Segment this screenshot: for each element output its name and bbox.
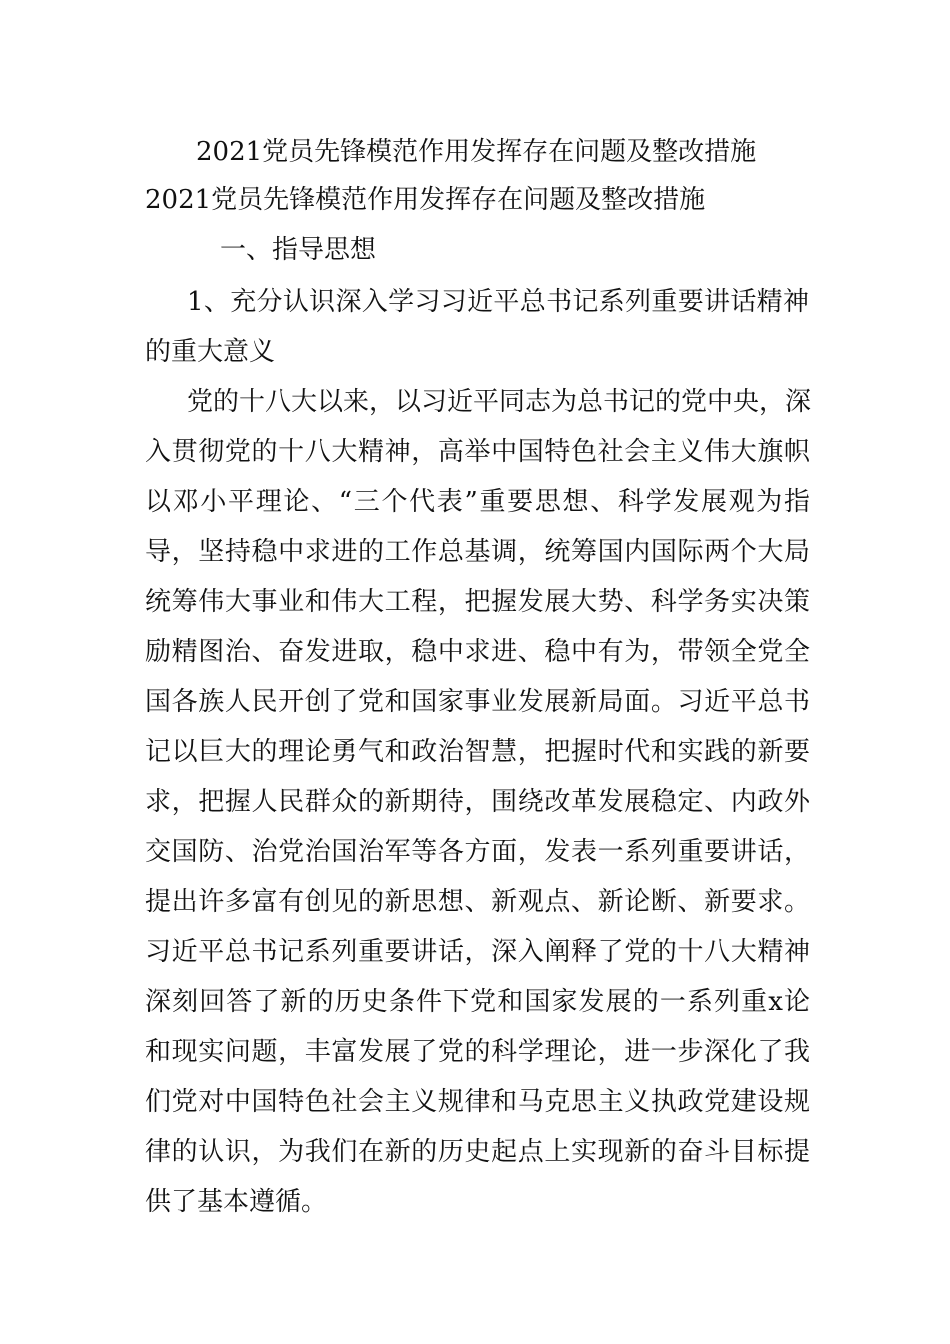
section-heading: 一、指导思想 [220,235,377,265]
document-title: 2021党员先锋模范作用发挥存在问题及整改措施 [196,137,757,167]
body-line: 们党对中国特色社会主义规律和马克思主义执政党建设规 [145,1087,810,1117]
body-line: 和现实问题，丰富发展了党的科学理论，进一步深化了我 [145,1037,810,1067]
subheading-line: 1、充分认识深入学习习近平总书记系列重要讲话精神 [187,287,809,317]
body-line: 求，把握人民群众的新期待，围绕改革发展稳定、内政外 [145,787,810,817]
body-line: 入贯彻党的十八大精神，高举中国特色社会主义伟大旗帜 [145,437,810,467]
body-line: 律的认识，为我们在新的历史起点上实现新的奋斗目标提 [145,1137,810,1167]
body-line: 以邓小平理论、“三个代表”重要思想、科学发展观为指 [145,487,810,517]
body-line: 励精图治、奋发进取，稳中求进、稳中有为，带领全党全 [145,637,810,667]
body-line: 国各族人民开创了党和国家事业发展新局面。习近平总书 [145,687,810,717]
body-line: 交国防、治党治国治军等各方面，发表一系列重要讲话， [145,837,810,867]
body-line: 导，坚持稳中求进的工作总基调，统筹国内国际两个大局 [145,537,810,567]
body-line: 记以巨大的理论勇气和政治智慧，把握时代和实践的新要 [145,737,810,767]
body-line: 统筹伟大事业和伟大工程，把握发展大势、科学务实决策 [145,587,810,617]
body-line: 习近平总书记系列重要讲话，深入阐释了党的十八大精神 [145,937,810,967]
body-line: 供了基本遵循。 [145,1187,328,1217]
body-line: 深刻回答了新的历史条件下党和国家发展的一系列重x论 [145,987,810,1017]
body-line: 党的十八大以来，以习近平同志为总书记的党中央，深 [187,387,812,417]
document-title-repeat: 2021党员先锋模范作用发挥存在问题及整改措施 [145,185,706,215]
subheading-line: 的重大意义 [145,337,276,367]
body-line: 提出许多富有创见的新思想、新观点、新论断、新要求。 [145,887,810,917]
